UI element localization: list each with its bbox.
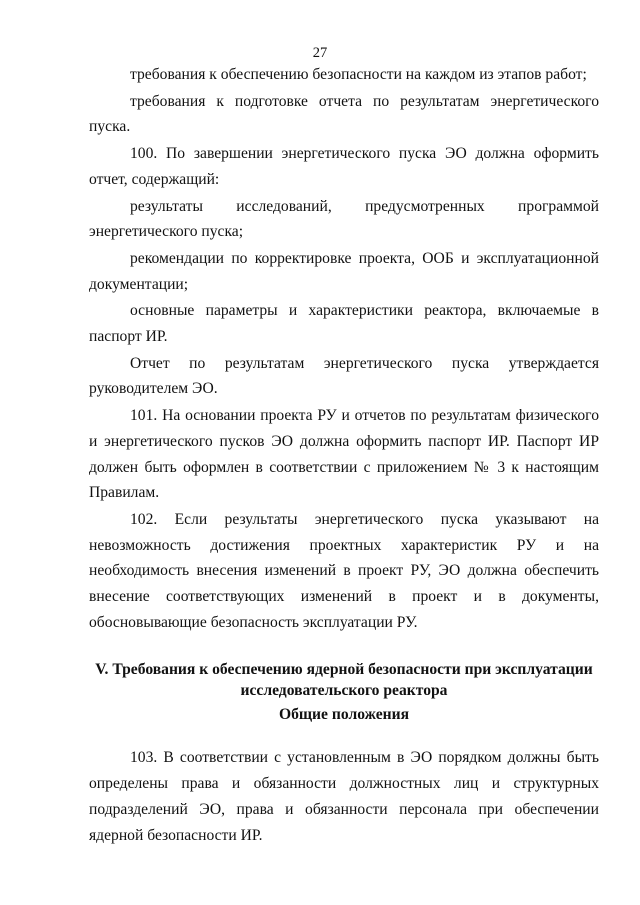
section-heading: V. Требования к обеспечению ядерной безопасности при эксплуатации исследовательского реактора [95,661,593,700]
paragraph-main-parameters: основные параметры и характеристики реактора, включаемые в паспорт ИР. [89,302,599,346]
paragraph-report-approval: Отчет по результатам энергетического пуска утверждается руководителем ЭО. [89,354,599,398]
paragraph-100: 100. По завершении энергетического пуска ЭО должна оформить отчет, содержащий: [89,145,599,188]
paragraph-research-results: результаты исследований, предусмотренных программой энергетического пуска; [89,197,599,241]
paragraph-recommendations: рекомендации по корректировке проекта, ООБ и эксплуатационной документации; [89,249,599,293]
subsection-heading: Общие положения [278,706,410,724]
paragraph-102: 102. Если результаты энергетического пуска указывают на невозможность достижения проектных характеристик РУ и на необходимость внесения изменений в проект РУ, ЭО должна обеспечить внесение соответствующих изменений в проект и в документы, обосновывающие безопасность эксплуатации РУ. [89,510,599,631]
document-body [89,62,599,848]
paragraph-101: 101. На основании проекта РУ и отчетов по результатам физического и энергетического пусков ЭО должна оформить паспорт ИР. Паспорт ИР должен быть оформлен в соответствии с приложением № 3 к настоящим Правилам. [89,407,599,502]
paragraph-103: 103. В соответствии с установленным в ЭО порядком должны быть определены права и обязанности должностных лиц и структурных подразделений ЭО, права и обязанности персонала при обеспечении ядерной безопасности ИР. [89,749,599,844]
paragraph-report-requirements: требования к подготовке отчета по результатам энергетического пуска. [89,92,599,136]
paragraph-safety-requirements: требования к обеспечению безопасности на каждом из этапов работ; [130,66,587,83]
page-number: 27 [312,45,328,61]
